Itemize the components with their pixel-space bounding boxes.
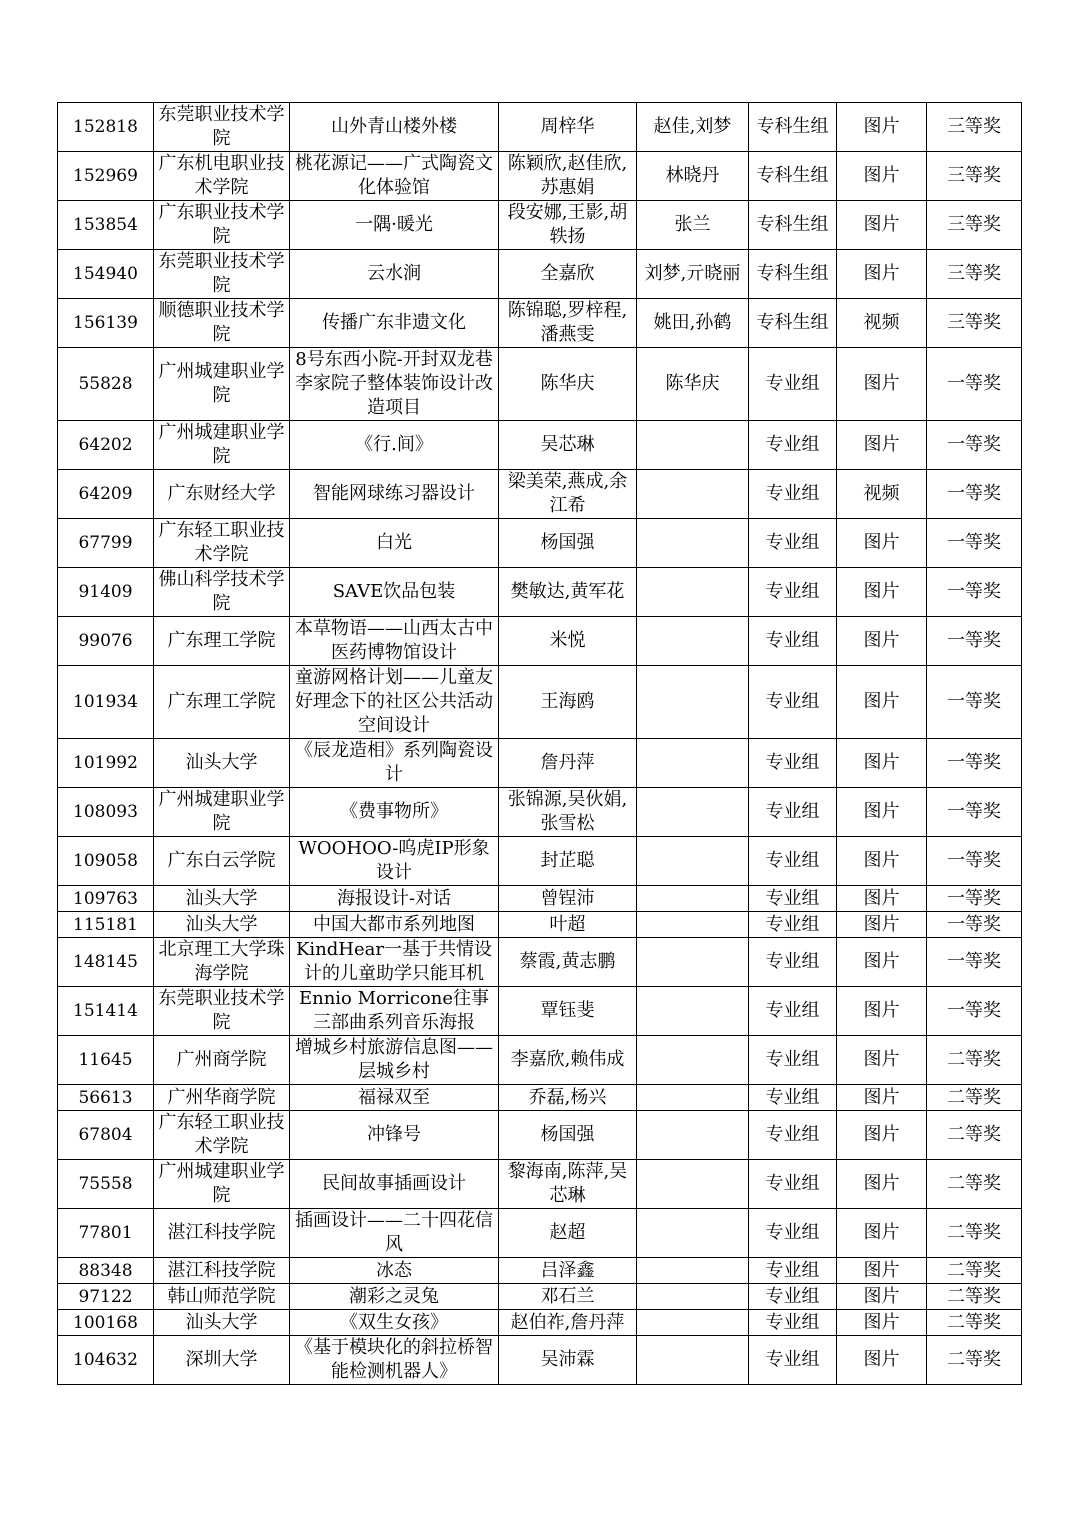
award-cell: 一等奖 xyxy=(927,739,1022,788)
school-cell: 广东轻工职业技术学院 xyxy=(154,1111,290,1160)
media-type-cell: 图片 xyxy=(837,1310,927,1336)
awards-table xyxy=(57,102,1022,1385)
work-title-cell: 《双生女孩》 xyxy=(290,1310,499,1336)
work-title-cell: 《费事物所》 xyxy=(290,788,499,837)
award-cell: 一等奖 xyxy=(927,837,1022,886)
table-row xyxy=(58,568,1022,617)
group-cell: 专业组 xyxy=(749,568,837,617)
authors-cell: 李嘉欣,赖伟成 xyxy=(499,1036,637,1085)
school-cell: 广东轻工职业技术学院 xyxy=(154,519,290,568)
authors-cell: 赵超 xyxy=(499,1209,637,1258)
authors-cell: 樊敏达,黄军花 xyxy=(499,568,637,617)
advisor-cell xyxy=(637,788,749,837)
entry-id-cell: 64202 xyxy=(58,421,154,470)
award-cell: 一等奖 xyxy=(927,886,1022,912)
authors-cell: 黎海南,陈萍,吴芯琳 xyxy=(499,1160,637,1209)
school-cell: 东莞职业技术学院 xyxy=(154,250,290,299)
entry-id-cell: 101934 xyxy=(58,666,154,739)
media-type-cell: 图片 xyxy=(837,987,927,1036)
work-title-cell: 《行.间》 xyxy=(290,421,499,470)
entry-id-cell: 156139 xyxy=(58,299,154,348)
award-cell: 二等奖 xyxy=(927,1111,1022,1160)
authors-cell: 全嘉欣 xyxy=(499,250,637,299)
advisor-cell xyxy=(637,1160,749,1209)
work-title-cell: 童游网格计划——儿童友好理念下的社区公共活动空间设计 xyxy=(290,666,499,739)
school-cell: 湛江科技学院 xyxy=(154,1258,290,1284)
award-cell: 三等奖 xyxy=(927,250,1022,299)
entry-id-cell: 56613 xyxy=(58,1085,154,1111)
work-title-cell: 智能网球练习器设计 xyxy=(290,470,499,519)
work-title-cell: 白光 xyxy=(290,519,499,568)
table-row xyxy=(58,938,1022,987)
media-type-cell: 图片 xyxy=(837,1085,927,1111)
media-type-cell: 图片 xyxy=(837,912,927,938)
work-title-cell: 海报设计-对话 xyxy=(290,886,499,912)
award-cell: 一等奖 xyxy=(927,987,1022,1036)
group-cell: 专科生组 xyxy=(749,152,837,201)
authors-cell: 蔡霞,黄志鹏 xyxy=(499,938,637,987)
advisor-cell: 陈华庆 xyxy=(637,348,749,421)
work-title-cell: KindHear一基于共情设计的儿童助学只能耳机 xyxy=(290,938,499,987)
media-type-cell: 图片 xyxy=(837,1036,927,1085)
media-type-cell: 图片 xyxy=(837,519,927,568)
school-cell: 广州华商学院 xyxy=(154,1085,290,1111)
work-title-cell: 传播广东非遗文化 xyxy=(290,299,499,348)
school-cell: 广东机电职业技术学院 xyxy=(154,152,290,201)
authors-cell: 吴芯琳 xyxy=(499,421,637,470)
table-row xyxy=(58,1036,1022,1085)
media-type-cell: 图片 xyxy=(837,568,927,617)
entry-id-cell: 151414 xyxy=(58,987,154,1036)
work-title-cell: 插画设计——二十四花信风 xyxy=(290,1209,499,1258)
advisor-cell xyxy=(637,617,749,666)
entry-id-cell: 64209 xyxy=(58,470,154,519)
group-cell: 专科生组 xyxy=(749,299,837,348)
work-title-cell: 《辰龙造相》系列陶瓷设计 xyxy=(290,739,499,788)
entry-id-cell: 91409 xyxy=(58,568,154,617)
advisor-cell xyxy=(637,938,749,987)
school-cell: 汕头大学 xyxy=(154,886,290,912)
group-cell: 专业组 xyxy=(749,421,837,470)
award-cell: 一等奖 xyxy=(927,348,1022,421)
work-title-cell: 一隅·暖光 xyxy=(290,201,499,250)
award-cell: 二等奖 xyxy=(927,1284,1022,1310)
media-type-cell: 图片 xyxy=(837,1111,927,1160)
advisor-cell xyxy=(637,1036,749,1085)
table-row xyxy=(58,421,1022,470)
school-cell: 汕头大学 xyxy=(154,912,290,938)
entry-id-cell: 108093 xyxy=(58,788,154,837)
media-type-cell: 图片 xyxy=(837,886,927,912)
table-row xyxy=(58,739,1022,788)
work-title-cell: Ennio Morricone往事三部曲系列音乐海报 xyxy=(290,987,499,1036)
work-title-cell: 增城乡村旅游信息图——层城乡村 xyxy=(290,1036,499,1085)
entry-id-cell: 154940 xyxy=(58,250,154,299)
award-cell: 一等奖 xyxy=(927,666,1022,739)
school-cell: 广东理工学院 xyxy=(154,666,290,739)
group-cell: 专业组 xyxy=(749,617,837,666)
advisor-cell xyxy=(637,886,749,912)
table-row xyxy=(58,103,1022,152)
work-title-cell: 冲锋号 xyxy=(290,1111,499,1160)
group-cell: 专业组 xyxy=(749,837,837,886)
advisor-cell xyxy=(637,470,749,519)
entry-id-cell: 55828 xyxy=(58,348,154,421)
school-cell: 佛山科学技术学院 xyxy=(154,568,290,617)
group-cell: 专业组 xyxy=(749,1111,837,1160)
award-cell: 三等奖 xyxy=(927,103,1022,152)
group-cell: 专科生组 xyxy=(749,103,837,152)
award-cell: 二等奖 xyxy=(927,1310,1022,1336)
table-row xyxy=(58,250,1022,299)
work-title-cell: 山外青山楼外楼 xyxy=(290,103,499,152)
award-cell: 一等奖 xyxy=(927,421,1022,470)
school-cell: 广州商学院 xyxy=(154,1036,290,1085)
work-title-cell: 桃花源记——广式陶瓷文化体验馆 xyxy=(290,152,499,201)
media-type-cell: 图片 xyxy=(837,1160,927,1209)
media-type-cell: 图片 xyxy=(837,152,927,201)
school-cell: 湛江科技学院 xyxy=(154,1209,290,1258)
advisor-cell xyxy=(637,1310,749,1336)
school-cell: 广东财经大学 xyxy=(154,470,290,519)
work-title-cell: 云水涧 xyxy=(290,250,499,299)
entry-id-cell: 115181 xyxy=(58,912,154,938)
group-cell: 专业组 xyxy=(749,1209,837,1258)
school-cell: 广州城建职业学院 xyxy=(154,348,290,421)
authors-cell: 梁美荣,燕成,余江希 xyxy=(499,470,637,519)
authors-cell: 陈颖欣,赵佳欣,苏惠娟 xyxy=(499,152,637,201)
entry-id-cell: 152969 xyxy=(58,152,154,201)
school-cell: 广州城建职业学院 xyxy=(154,421,290,470)
advisor-cell xyxy=(637,1284,749,1310)
entry-id-cell: 67804 xyxy=(58,1111,154,1160)
advisor-cell xyxy=(637,421,749,470)
group-cell: 专业组 xyxy=(749,1160,837,1209)
work-title-cell: 民间故事插画设计 xyxy=(290,1160,499,1209)
entry-id-cell: 75558 xyxy=(58,1160,154,1209)
media-type-cell: 图片 xyxy=(837,617,927,666)
table-row xyxy=(58,987,1022,1036)
school-cell: 顺德职业技术学院 xyxy=(154,299,290,348)
award-cell: 一等奖 xyxy=(927,470,1022,519)
school-cell: 东莞职业技术学院 xyxy=(154,103,290,152)
school-cell: 东莞职业技术学院 xyxy=(154,987,290,1036)
media-type-cell: 图片 xyxy=(837,938,927,987)
group-cell: 专科生组 xyxy=(749,201,837,250)
media-type-cell: 图片 xyxy=(837,666,927,739)
table-row xyxy=(58,837,1022,886)
authors-cell: 封芷聪 xyxy=(499,837,637,886)
school-cell: 深圳大学 xyxy=(154,1336,290,1385)
school-cell: 汕头大学 xyxy=(154,739,290,788)
award-cell: 一等奖 xyxy=(927,788,1022,837)
advisor-cell xyxy=(637,987,749,1036)
group-cell: 专业组 xyxy=(749,987,837,1036)
group-cell: 专业组 xyxy=(749,348,837,421)
table-row xyxy=(58,666,1022,739)
advisor-cell xyxy=(637,912,749,938)
table-row xyxy=(58,1310,1022,1336)
table-row xyxy=(58,519,1022,568)
work-title-cell: 8号东西小院-开封双龙巷李家院子整体装饰设计改造项目 xyxy=(290,348,499,421)
authors-cell: 叶超 xyxy=(499,912,637,938)
authors-cell: 张锦源,吴伙娟,张雪松 xyxy=(499,788,637,837)
authors-cell: 王海鸥 xyxy=(499,666,637,739)
authors-cell: 吴沛霖 xyxy=(499,1336,637,1385)
advisor-cell xyxy=(637,1085,749,1111)
award-cell: 一等奖 xyxy=(927,617,1022,666)
authors-cell: 乔磊,杨兴 xyxy=(499,1085,637,1111)
table-row xyxy=(58,1284,1022,1310)
work-title-cell: 中国大都市系列地图 xyxy=(290,912,499,938)
advisor-cell: 张兰 xyxy=(637,201,749,250)
entry-id-cell: 109763 xyxy=(58,886,154,912)
award-cell: 一等奖 xyxy=(927,568,1022,617)
table-row xyxy=(58,1085,1022,1111)
school-cell: 韩山师范学院 xyxy=(154,1284,290,1310)
authors-cell: 陈华庆 xyxy=(499,348,637,421)
advisor-cell xyxy=(637,1258,749,1284)
authors-cell: 邓石兰 xyxy=(499,1284,637,1310)
group-cell: 专业组 xyxy=(749,519,837,568)
table-row xyxy=(58,152,1022,201)
award-cell: 一等奖 xyxy=(927,938,1022,987)
school-cell: 广东白云学院 xyxy=(154,837,290,886)
media-type-cell: 图片 xyxy=(837,788,927,837)
table-row xyxy=(58,201,1022,250)
entry-id-cell: 88348 xyxy=(58,1258,154,1284)
advisor-cell: 刘梦,亓晓丽 xyxy=(637,250,749,299)
group-cell: 专业组 xyxy=(749,739,837,788)
group-cell: 专业组 xyxy=(749,886,837,912)
media-type-cell: 图片 xyxy=(837,1258,927,1284)
advisor-cell xyxy=(637,739,749,788)
group-cell: 专业组 xyxy=(749,1336,837,1385)
award-cell: 三等奖 xyxy=(927,152,1022,201)
award-cell: 二等奖 xyxy=(927,1036,1022,1085)
entry-id-cell: 67799 xyxy=(58,519,154,568)
work-title-cell: 本草物语——山西太古中医药博物馆设计 xyxy=(290,617,499,666)
award-cell: 二等奖 xyxy=(927,1209,1022,1258)
entry-id-cell: 100168 xyxy=(58,1310,154,1336)
group-cell: 专业组 xyxy=(749,1258,837,1284)
entry-id-cell: 77801 xyxy=(58,1209,154,1258)
authors-cell: 曾锃沛 xyxy=(499,886,637,912)
advisor-cell xyxy=(637,1336,749,1385)
award-cell: 三等奖 xyxy=(927,201,1022,250)
entry-id-cell: 153854 xyxy=(58,201,154,250)
table-row xyxy=(58,1209,1022,1258)
work-title-cell: 《基于模块化的斜拉桥智能检测机器人》 xyxy=(290,1336,499,1385)
group-cell: 专业组 xyxy=(749,788,837,837)
advisor-cell: 林晓丹 xyxy=(637,152,749,201)
advisor-cell xyxy=(637,519,749,568)
media-type-cell: 图片 xyxy=(837,103,927,152)
authors-cell: 詹丹萍 xyxy=(499,739,637,788)
entry-id-cell: 11645 xyxy=(58,1036,154,1085)
table-row xyxy=(58,299,1022,348)
award-cell: 一等奖 xyxy=(927,519,1022,568)
media-type-cell: 图片 xyxy=(837,250,927,299)
award-cell: 一等奖 xyxy=(927,912,1022,938)
school-cell: 广东职业技术学院 xyxy=(154,201,290,250)
work-title-cell: WOOHOO-呜虎IP形象设计 xyxy=(290,837,499,886)
work-title-cell: 福禄双至 xyxy=(290,1085,499,1111)
table-row xyxy=(58,912,1022,938)
entry-id-cell: 99076 xyxy=(58,617,154,666)
group-cell: 专业组 xyxy=(749,1284,837,1310)
authors-cell: 杨国强 xyxy=(499,1111,637,1160)
media-type-cell: 图片 xyxy=(837,1209,927,1258)
authors-cell: 段安娜,王影,胡轶扬 xyxy=(499,201,637,250)
authors-cell: 覃钰斐 xyxy=(499,987,637,1036)
group-cell: 专业组 xyxy=(749,1036,837,1085)
table-row xyxy=(58,1336,1022,1385)
advisor-cell: 姚田,孙鹤 xyxy=(637,299,749,348)
group-cell: 专业组 xyxy=(749,666,837,739)
school-cell: 北京理工大学珠海学院 xyxy=(154,938,290,987)
award-cell: 二等奖 xyxy=(927,1160,1022,1209)
award-cell: 三等奖 xyxy=(927,299,1022,348)
award-cell: 二等奖 xyxy=(927,1258,1022,1284)
advisor-cell xyxy=(637,1111,749,1160)
group-cell: 专业组 xyxy=(749,1310,837,1336)
authors-cell: 米悦 xyxy=(499,617,637,666)
group-cell: 专业组 xyxy=(749,1085,837,1111)
entry-id-cell: 152818 xyxy=(58,103,154,152)
authors-cell: 赵伯祚,詹丹萍 xyxy=(499,1310,637,1336)
entry-id-cell: 97122 xyxy=(58,1284,154,1310)
group-cell: 专科生组 xyxy=(749,250,837,299)
media-type-cell: 图片 xyxy=(837,1336,927,1385)
entry-id-cell: 148145 xyxy=(58,938,154,987)
table-row xyxy=(58,1160,1022,1209)
media-type-cell: 图片 xyxy=(837,1284,927,1310)
entry-id-cell: 109058 xyxy=(58,837,154,886)
school-cell: 广东理工学院 xyxy=(154,617,290,666)
table-row xyxy=(58,788,1022,837)
school-cell: 广州城建职业学院 xyxy=(154,1160,290,1209)
group-cell: 专业组 xyxy=(749,938,837,987)
authors-cell: 陈锦聪,罗梓程,潘燕雯 xyxy=(499,299,637,348)
table-row xyxy=(58,1111,1022,1160)
media-type-cell: 视频 xyxy=(837,470,927,519)
group-cell: 专业组 xyxy=(749,912,837,938)
school-cell: 广州城建职业学院 xyxy=(154,788,290,837)
work-title-cell: 冰态 xyxy=(290,1258,499,1284)
work-title-cell: 潮彩之灵兔 xyxy=(290,1284,499,1310)
table-row xyxy=(58,470,1022,519)
media-type-cell: 图片 xyxy=(837,348,927,421)
media-type-cell: 图片 xyxy=(837,837,927,886)
group-cell: 专业组 xyxy=(749,470,837,519)
authors-cell: 吕泽鑫 xyxy=(499,1258,637,1284)
table-row xyxy=(58,1258,1022,1284)
entry-id-cell: 101992 xyxy=(58,739,154,788)
advisor-cell: 赵佳,刘梦 xyxy=(637,103,749,152)
table-row xyxy=(58,348,1022,421)
authors-cell: 周梓华 xyxy=(499,103,637,152)
school-cell: 汕头大学 xyxy=(154,1310,290,1336)
media-type-cell: 视频 xyxy=(837,299,927,348)
advisor-cell xyxy=(637,1209,749,1258)
advisor-cell xyxy=(637,666,749,739)
award-cell: 二等奖 xyxy=(927,1336,1022,1385)
media-type-cell: 图片 xyxy=(837,421,927,470)
entry-id-cell: 104632 xyxy=(58,1336,154,1385)
authors-cell: 杨国强 xyxy=(499,519,637,568)
media-type-cell: 图片 xyxy=(837,739,927,788)
table-row xyxy=(58,617,1022,666)
advisor-cell xyxy=(637,568,749,617)
advisor-cell xyxy=(637,837,749,886)
work-title-cell: SAVE饮品包装 xyxy=(290,568,499,617)
media-type-cell: 图片 xyxy=(837,201,927,250)
award-cell: 二等奖 xyxy=(927,1085,1022,1111)
table-row xyxy=(58,886,1022,912)
